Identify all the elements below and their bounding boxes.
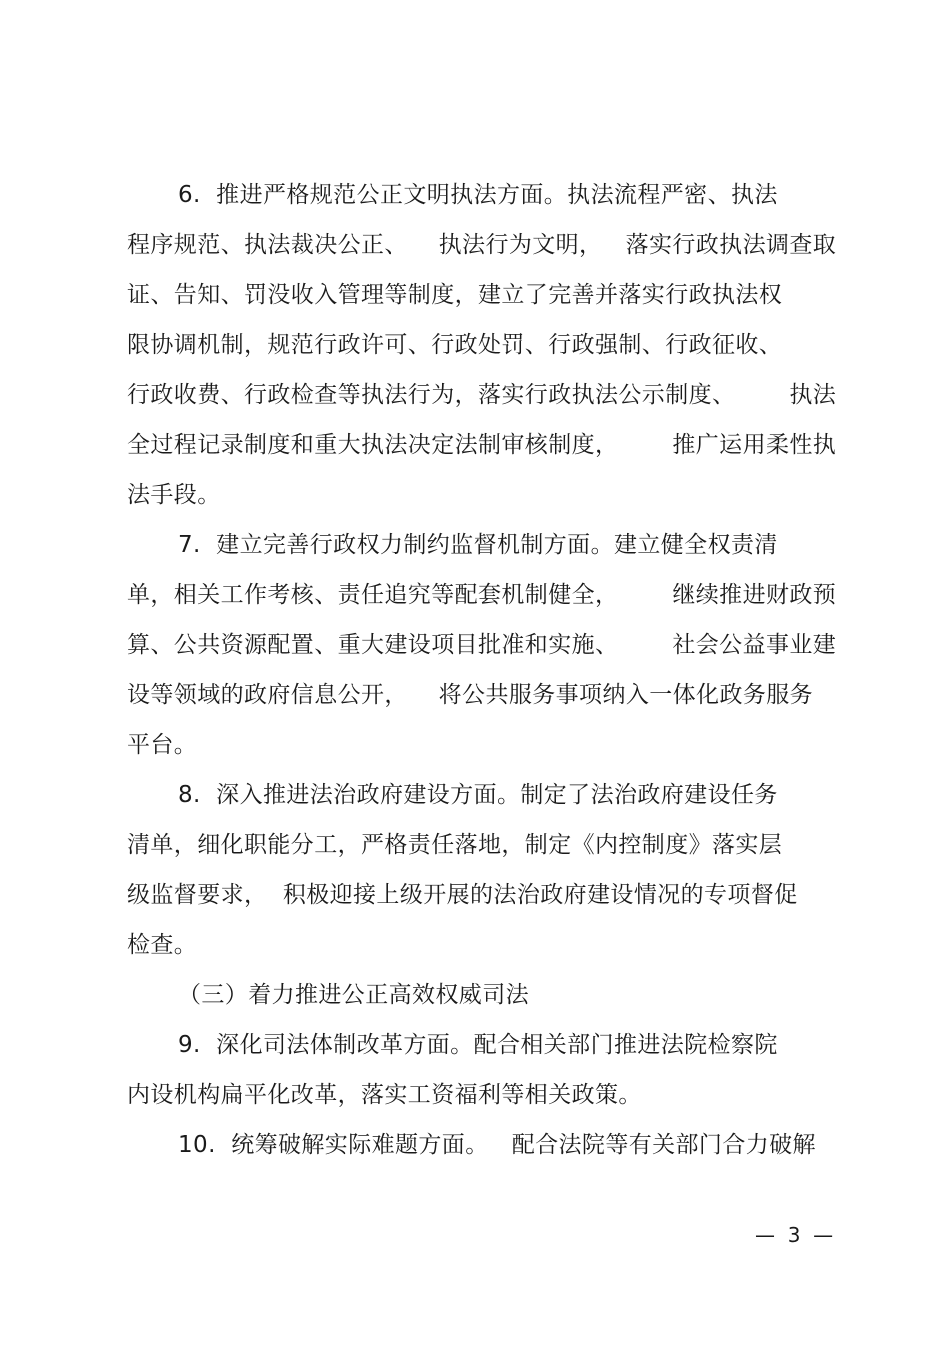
- paragraph-7-line-5: 平台。: [127, 732, 198, 758]
- paragraph-8-line-4: 检查。: [127, 932, 198, 958]
- paragraph-6-line-3: 证、告知、罚没收入管理等制度，建立了完善并落实行政执法权: [127, 282, 783, 308]
- paragraph-6-line-6: 全过程记录制度和重大执法决定法制审核制度， 推广运用柔性执: [127, 432, 837, 458]
- paragraph-7-line-1: 7. 建立完善行政权力制约监督机制方面。建立健全权责清: [178, 532, 778, 558]
- paragraph-9-line-1: 9. 深化司法体制改革方面。配合相关部门推进法院检察院: [178, 1032, 778, 1058]
- paragraph-7-line-3: 算、公共资源配置、重大建设项目批准和实施、 社会公益事业建: [127, 632, 837, 658]
- paragraph-8-line-3: 级监督要求， 积极迎接上级开展的法治政府建设情况的专项督促: [127, 882, 798, 908]
- paragraph-9-line-2: 内设机构扁平化改革，落实工资福利等相关政策。: [127, 1082, 642, 1108]
- paragraph-10-line-1: 10. 统筹破解实际难题方面。 配合法院等有关部门合力破解: [178, 1132, 816, 1158]
- paragraph-8-line-1: 8. 深入推进法治政府建设方面。制定了法治政府建设任务: [178, 782, 778, 808]
- paragraph-7-line-4: 设等领域的政府信息公开， 将公共服务事项纳入一体化政务服务: [127, 682, 814, 708]
- paragraph-6-line-5: 行政收费、行政检查等执法行为，落实行政执法公示制度、 执法: [127, 382, 837, 408]
- page-number: — 3 —: [755, 1223, 834, 1247]
- paragraph-6-line-1: 6. 推进严格规范公正文明执法方面。执法流程严密、执法: [178, 182, 778, 208]
- paragraph-8-line-2: 清单，细化职能分工，严格责任落地，制定《内控制度》落实层: [127, 832, 783, 858]
- paragraph-6-line-4: 限协调机制，规范行政许可、行政处罚、行政强制、行政征收、: [127, 332, 783, 358]
- paragraph-7-line-2: 单，相关工作考核、责任追究等配套机制健全， 继续推进财政预: [127, 582, 837, 608]
- paragraph-6-line-7: 法手段。: [127, 482, 221, 508]
- paragraph-6-line-2: 程序规范、执法裁决公正、 执法行为文明， 落实行政执法调查取: [127, 232, 837, 258]
- section-heading-3: （三）着力推进公正高效权威司法: [178, 982, 529, 1008]
